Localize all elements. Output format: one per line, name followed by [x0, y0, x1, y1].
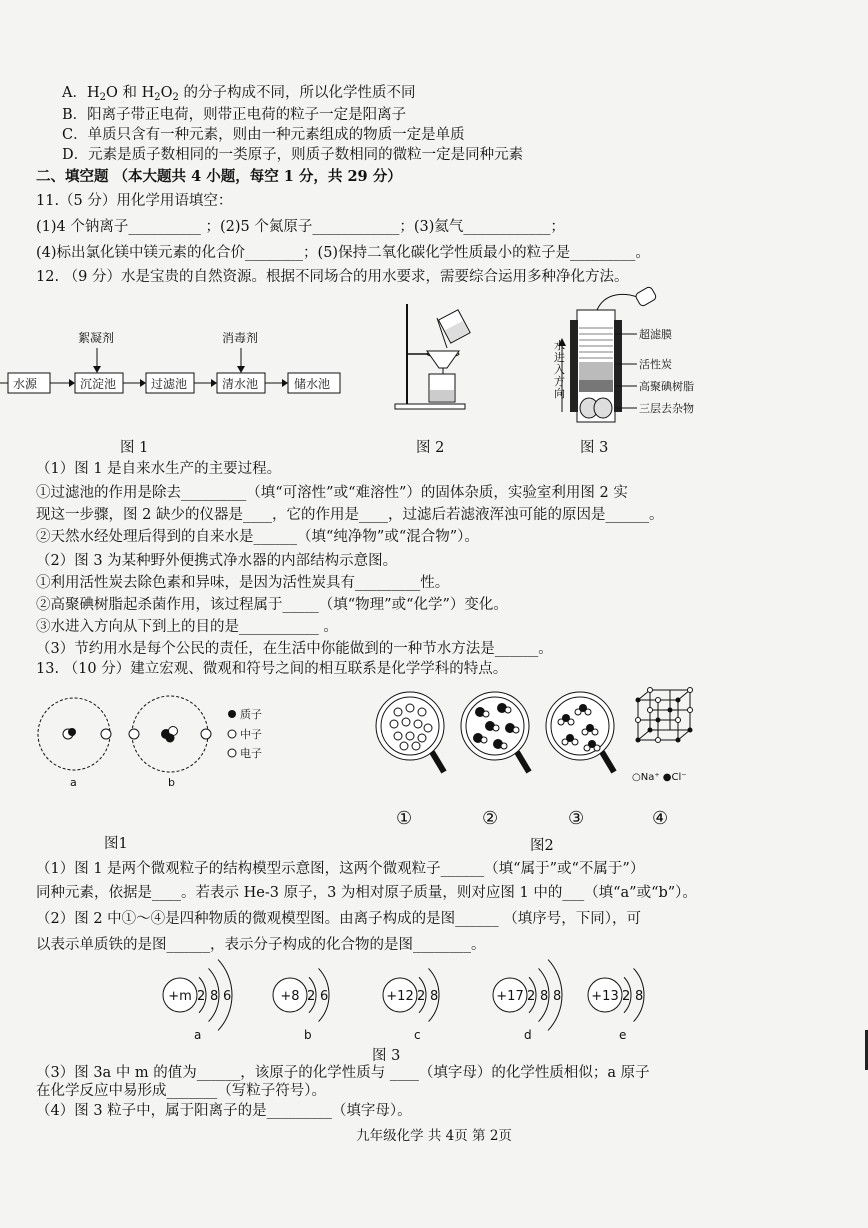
structure-b: [273, 968, 329, 1042]
shell-electron-count: 2: [622, 989, 631, 1004]
q13-p3: （2）图 2 中①～④是四种物质的微观模型图。由离子构成的是图______ （填序号，下同），可: [36, 911, 642, 927]
q13-p4: 以表示单质铁的是图______，表示分子构成的化合物的是图________。: [36, 937, 486, 953]
fig2-number-1: ①: [396, 808, 413, 829]
option-a: [62, 84, 416, 107]
nucleus-charge: +13: [591, 989, 619, 1004]
shell-electron-count: 8: [635, 989, 644, 1004]
fig1-caption: 图 1: [120, 440, 149, 456]
shell-electron-count: 2: [307, 989, 316, 1004]
q13-p1: （1）图 1 是两个微观粒子的结构模型示意图，这两个微观粒子______（填“属于”或“不属于”）: [36, 861, 645, 877]
q11-stem: 11.（5 分）用化学用语填空：: [36, 193, 233, 209]
shell-electron-count: 8: [540, 989, 549, 1004]
option-b: B．阳离子带正电荷，则带正电荷的粒子一定是阳离子: [62, 107, 407, 123]
shell-electron-count: 2: [417, 989, 426, 1004]
option-a-text-2: O 和 H: [106, 85, 155, 101]
q13-fig1-caption: 图1: [104, 836, 128, 852]
crystal-legend: ○Na⁺ ●Cl⁻: [632, 772, 687, 783]
option-a-text-3: O: [160, 85, 173, 101]
shell-electron-count: 8: [553, 989, 562, 1004]
subscript: 2: [172, 92, 179, 103]
q12-p7: ②高聚碘树脂起杀菌作用，该过程属于_____（填“物理”或“化学”）变化。: [36, 597, 508, 613]
water-direction-label: 水进入方向: [554, 339, 565, 400]
q12-p9: （3）节约用水是每个公民的责任，在生活中你能做到的一种节水方法是______。: [36, 641, 553, 657]
structure-a: [163, 960, 232, 1042]
fig2-number-2: ②: [482, 808, 499, 829]
atom-structure-diagrams: [150, 955, 670, 1045]
micro-model-figure: [370, 684, 710, 834]
box-storage-label: 储水池: [294, 377, 331, 391]
shell-electron-count: 8: [430, 989, 439, 1004]
structure-c: [383, 968, 439, 1042]
subscript: 2: [154, 92, 161, 103]
label-impurity-layers: 三层去杂物: [639, 402, 694, 415]
shell-electron-count: 6: [223, 989, 232, 1004]
box-clear-water-label: 清水池: [222, 377, 259, 391]
shell-electron-count: 8: [210, 989, 219, 1004]
q13-p7: （4）图 3 粒子中，属于阳离子的是_________（填字母）。: [36, 1103, 412, 1119]
additive-disinfectant: 消毒剂: [222, 331, 259, 345]
q11-line1: (1)4 个钠离子__________ ；(2)5 个氮原子____________；(3)氦气____________；: [36, 219, 565, 235]
fig2-number-3: ③: [568, 808, 585, 829]
fig2-caption: 图 2: [416, 440, 445, 456]
legend-proton: 质子: [240, 708, 262, 721]
q13-fig2-caption: 图2: [530, 838, 554, 854]
label-iodine-resin: 高聚碘树脂: [639, 380, 694, 393]
q12-p3: 现这一步骤，图 2 缺少的仪器是____，它的作用是____，过滤后若滤液浑浊可能的原因是______。: [36, 507, 664, 523]
legend-electron: 电子: [240, 747, 262, 760]
structure-label: b: [304, 1028, 312, 1042]
q11-line2: (4)标出氯化镁中镁元素的化合价________；(5)保持二氧化碳化学性质最小的粒子是_________。: [36, 245, 650, 261]
structure-d: [493, 960, 562, 1042]
label-ultrafiltration: 超滤膜: [639, 328, 672, 341]
nucleus-charge: +17: [496, 989, 524, 1004]
box-source-label: 水源: [13, 377, 38, 391]
q12-p4: ②天然水经处理后得到的自来水是______（填“纯净物”或“混合物”）。: [36, 529, 479, 545]
portable-purifier-figure: [545, 282, 725, 432]
atom-a-label: a: [70, 776, 77, 789]
section-heading: 二、填空题 （本大题共 4 小题，每空 1 分，共 29 分）: [36, 168, 402, 185]
water-treatment-flow-diagram: [0, 320, 360, 440]
q12-p8: ③水进入方向从下到上的目的是___________ 。: [36, 619, 338, 635]
additive-flocculant: 絮凝剂: [78, 331, 115, 345]
shell-electron-count: 2: [527, 989, 536, 1004]
q12-p1: （1）图 1 是自来水生产的主要过程。: [36, 461, 282, 477]
q12-p6: ①利用活性炭去除色素和异味，是因为活性炭具有_________性。: [36, 575, 450, 591]
structure-label: d: [524, 1028, 532, 1042]
box-sedimentation-label: 沉淀池: [80, 377, 117, 391]
structure-label: c: [414, 1028, 421, 1042]
q13-p5: （3）图 3a 中 m 的值为______，该原子的化学性质与 ____（填字母）的化学性质相似；a 原子: [36, 1065, 650, 1081]
fig2-number-4: ④: [652, 808, 669, 829]
shell-electron-count: 6: [320, 989, 329, 1004]
structure-label: a: [194, 1028, 202, 1042]
option-c: C．单质只含有一种元素，则由一种元素组成的物质一定是单质: [62, 127, 465, 143]
option-d: D．元素是质子数相同的一类原子，则质子数相同的微粒一定是同种元素: [62, 147, 524, 163]
q13-fig3-caption: 图 3: [372, 1048, 401, 1064]
q12-p5: （2）图 3 为某种野外便携式净水器的内部结构示意图。: [36, 553, 398, 569]
box-filtration-label: 过滤池: [151, 377, 188, 391]
atom-models-figure: [30, 690, 290, 790]
q13-p2: 同种元素，依据是____。若表示 He-3 原子，3 为相对原子质量，则对应图 1 中的___（填“a”或“b”）。: [36, 885, 697, 901]
nucleus-charge: +12: [386, 989, 414, 1004]
structure-e: [588, 968, 644, 1042]
q13-stem: 13. （10 分）建立宏观、微观和符号之间的相互联系是化学学科的特点。: [36, 661, 508, 677]
label-activated-carbon: 活性炭: [639, 358, 672, 371]
page-footer: 九年级化学 共 4页 第 2页: [356, 1128, 512, 1144]
q13-p6: 在化学反应中易形成_______（写粒子符号）。: [36, 1083, 326, 1099]
filtration-apparatus-figure: [385, 296, 485, 412]
fig3-caption: 图 3: [580, 440, 609, 456]
atom-b-label: b: [168, 776, 175, 789]
nucleus-charge: +m: [168, 989, 192, 1004]
legend-neutron: 中子: [240, 728, 262, 741]
option-a-text-1: A．H: [62, 85, 100, 101]
structure-label: e: [619, 1028, 627, 1042]
shell-electron-count: 2: [197, 989, 206, 1004]
q12-p2: ①过滤池的作用是除去_________（填“可溶性”或“难溶性”）的固体杂质，实验室利用图 2 实: [36, 485, 628, 501]
nucleus-charge: +8: [280, 989, 300, 1004]
q12-stem: 12. （9 分）水是宝贵的自然资源。根据不同场合的用水要求，需要综合运用多种净化方法。: [36, 269, 629, 285]
subscript: 2: [99, 92, 106, 103]
option-a-text-4: 的分子构成不同，所以化学性质不同: [178, 85, 416, 101]
